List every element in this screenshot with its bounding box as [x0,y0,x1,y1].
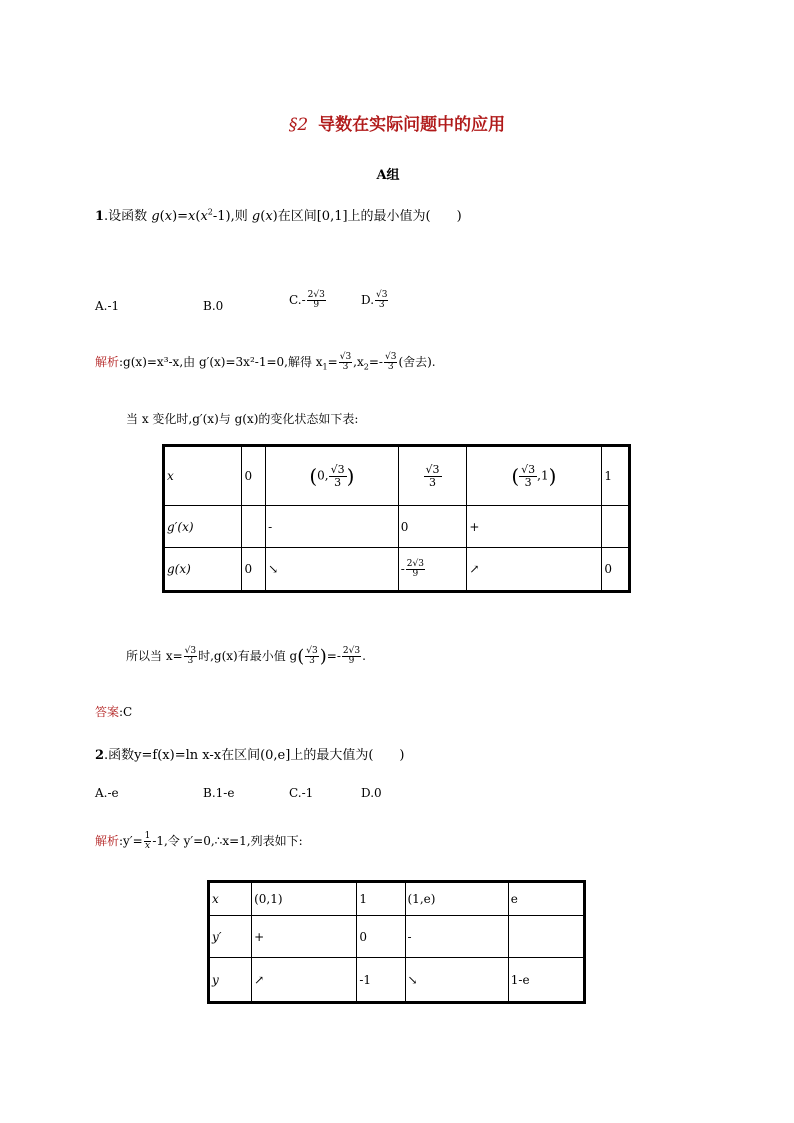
variation-table-2 [207,880,586,1004]
option-c: C.-1 [289,786,314,800]
function-expression: $g(x)=x(x^2-1)$,则 g(x) [151,207,278,224]
solution-1-line1: 解析:g(x)=x³-x,由 g′(x)=3x²-1=0,解得 $x_1=$ $\frac{√3}{3}$ $,x_2=-$ $\frac{√3}{3}$ (舍去). [95,352,436,372]
solution-label: 解析 [95,355,120,369]
option-a: A.-1 [95,299,120,313]
solution-2-line: 解析:y′= $\frac{1}{x}$ -1,令 y′=0,∴x=1,列表如下: [95,831,303,851]
option-d: D.0 [361,786,382,800]
minimum-value-cell: - $\frac{2√3}{9}$ [398,548,467,592]
table-row: x 0 (0, $\frac{√3}{3}$ ) $\frac{√3}{3}$ ( $\frac{√3}{3}$ ,1) 1 [164,446,630,506]
option-b: B.1-e [203,786,235,800]
answer-1: 答案:C [95,705,133,719]
question-2-number: 2 [95,748,105,763]
fraction-1-over-x: $\frac{1}{x}$ [144,831,151,851]
answer-label: 答案 [95,705,120,719]
group-label: A组 [376,168,400,183]
question-2-stem: 2.函数y=f(x)=ln x-x在区间(0,e]上的最大值为( ) [95,748,405,763]
section-title: 导数在实际问题中的应用 [318,115,506,135]
table-row: g′(x) - 0 + [164,506,630,548]
solution-1-conclusion: 所以当 x= $\frac{√3}{3}$ 时,g(x)有最小值 g( $\frac{√3}{3}$ )=- $\frac{2√3}{9}$ . [126,646,366,667]
fraction-root3-over-3: $\frac{√3}{3}$ [384,352,397,372]
interval-0-root3-over-3: (0, $\frac{√3}{3}$ ) [266,446,399,506]
fraction-root3-over-3: $\frac{√3}{3}$ [339,352,352,372]
option-a: A.-e [95,786,119,800]
question-1-stem: 1.设函数 $g(x)=x(x^2-1)$,则 g(x)在区间[0,1]上的最小值为( ) [95,207,462,224]
table-row: y′ + 0 - [209,916,585,958]
variation-table-1 [162,444,631,593]
critical-point: $\frac{√3}{3}$ [398,446,467,506]
fraction-2root3-over-9: $\frac{2√3}{9}$ [307,290,325,310]
interval-root3-over-3-1: ( $\frac{√3}{3}$ ,1) [467,446,602,506]
section-number: §2 [288,115,309,135]
option-c: C.- $\frac{2√3}{9}$ [289,290,325,310]
option-d: D. $\frac{√3}{3}$ [361,290,388,310]
page-title [0,110,794,135]
table-row: x (0,1) 1 (1,e) e [209,882,585,916]
question-1-number: 1 [95,209,105,224]
table-row: y ↗ -1 ↘ 1-e [209,958,585,1003]
option-b: B.0 [203,299,224,313]
solution-1-line2: 当 x 变化时,g′(x)与 g(x)的变化状态如下表: [126,412,359,426]
solution-label: 解析 [95,834,120,848]
fraction-root3-over-3: $\frac{√3}{3}$ [376,290,388,310]
table-row: g(x) 0 ↘ - $\frac{2√3}{9}$ ↗ 0 [164,548,630,592]
